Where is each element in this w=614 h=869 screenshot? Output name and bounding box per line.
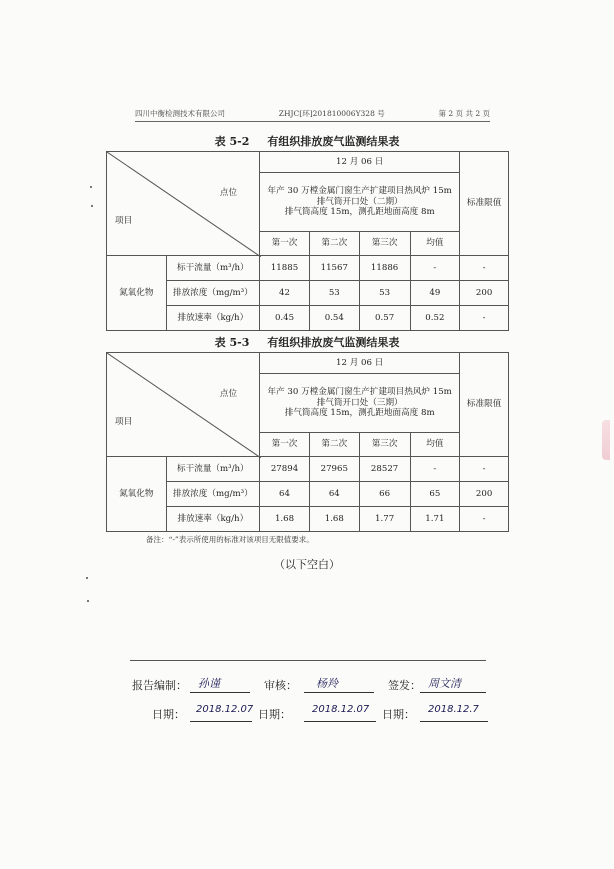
value-cell: 66 <box>359 482 410 507</box>
value-cell: 27894 <box>260 457 310 482</box>
stack-info: 排气筒高度 15m，测孔距地面高度 8m <box>284 207 435 218</box>
row-label: 标干流量（m³/h） <box>166 457 260 482</box>
review-date-underline <box>304 721 376 722</box>
table-number: 表 5-2 <box>214 135 250 148</box>
value-cell: 27965 <box>309 457 359 482</box>
run-header: 均值 <box>410 433 460 457</box>
report-number: ZHJC[环]201810006Y328 号 <box>278 109 385 118</box>
run-header: 第三次 <box>359 232 410 256</box>
review-underline <box>304 692 374 693</box>
value-cell: 11567 <box>309 256 359 281</box>
value-cell: 42 <box>260 281 310 306</box>
value-cell: 64 <box>309 482 359 507</box>
compile-signature: 孙谨 <box>198 677 220 690</box>
value-cell: - <box>460 457 509 482</box>
table-row <box>107 457 509 482</box>
run-header: 第二次 <box>309 232 359 256</box>
row-label: 排放速率（kg/h） <box>166 507 260 532</box>
pollutant-cell: 氮氧化物 <box>107 457 167 532</box>
compile-label: 报告编制： <box>132 679 187 692</box>
value-cell: 200 <box>460 482 509 507</box>
review-signature: 杨羚 <box>316 677 338 690</box>
location-text: 年产 30 万樘金属门窗生产扩建项目热风炉 15m 排气筒开口处（三期） <box>267 386 452 408</box>
company-name: 四川中衡检测技术有限公司 <box>135 109 225 118</box>
row-label: 排放速率（kg/h） <box>166 306 260 331</box>
table-row <box>107 256 509 281</box>
row-label: 排放浓度（mg/m³） <box>166 281 260 306</box>
point-label: 点位 <box>219 188 238 198</box>
standard-limit-header <box>460 353 509 457</box>
compile-date-underline <box>190 721 252 722</box>
date-cell: 12 月 06 日 <box>260 152 460 173</box>
issue-date-label: 日期： <box>382 708 415 721</box>
value-cell: 0.52 <box>410 306 460 331</box>
compile-date: 2018.12.07 <box>196 704 254 715</box>
run-header: 第三次 <box>359 433 410 457</box>
value-cell: 28527 <box>359 457 410 482</box>
table-row <box>107 306 509 331</box>
table-row <box>107 281 509 306</box>
row-label: 排放浓度（mg/m³） <box>166 482 260 507</box>
value-cell: 0.57 <box>359 306 410 331</box>
issue-signature: 周文清 <box>428 677 461 690</box>
run-header: 均值 <box>410 232 460 256</box>
value-cell: 53 <box>359 281 410 306</box>
compile-underline <box>190 692 250 693</box>
diagonal-header-cell <box>107 353 260 457</box>
location-cell <box>260 173 460 232</box>
value-cell: 65 <box>410 482 460 507</box>
location-cell <box>260 374 460 433</box>
scan-speck <box>87 600 89 602</box>
pollutant-cell: 氮氧化物 <box>107 256 167 331</box>
value-cell: 1.77 <box>359 507 410 532</box>
standard-limit-header <box>460 152 509 256</box>
run-header: 第一次 <box>260 433 310 457</box>
review-label: 审核： <box>264 679 297 692</box>
standard-limit-label: 标准限值 <box>466 198 502 209</box>
review-date-label: 日期： <box>258 708 291 721</box>
table-title: 有组织排放废气监测结果表 <box>267 135 400 148</box>
run-header: 第一次 <box>260 232 310 256</box>
value-cell: 1.68 <box>309 507 359 532</box>
run-header: 第二次 <box>309 433 359 457</box>
compile-date-label: 日期： <box>152 708 185 721</box>
value-cell: 0.45 <box>260 306 310 331</box>
table-title: 有组织排放废气监测结果表 <box>267 336 400 349</box>
value-cell: 11885 <box>260 256 310 281</box>
page-header <box>135 108 490 122</box>
item-label: 项目 <box>115 417 133 428</box>
value-cell: - <box>460 507 509 532</box>
stack-info: 排气筒高度 15m，测孔距地面高度 8m <box>284 408 435 419</box>
row-label: 标干流量（m³/h） <box>166 256 260 281</box>
value-cell: 200 <box>460 281 509 306</box>
point-label: 点位 <box>219 389 238 399</box>
scan-speck <box>90 186 92 188</box>
date-cell: 12 月 06 日 <box>260 353 460 374</box>
value-cell: - <box>410 256 460 281</box>
signature-divider <box>130 660 486 661</box>
issue-date-underline <box>420 721 488 722</box>
issue-label: 签发： <box>388 679 421 692</box>
value-cell: 11886 <box>359 256 410 281</box>
scan-speck <box>86 577 88 579</box>
value-cell: 53 <box>309 281 359 306</box>
blank-below-notice: （以下空白） <box>274 558 340 571</box>
value-cell: 49 <box>410 281 460 306</box>
value-cell: - <box>460 306 509 331</box>
issue-underline <box>420 692 486 693</box>
value-cell: 1.71 <box>410 507 460 532</box>
table-row <box>107 482 509 507</box>
location-text: 年产 30 万樘金属门窗生产扩建项目热风炉 15m 排气筒开口处（二期） <box>267 185 452 207</box>
table-caption <box>0 133 614 149</box>
value-cell: - <box>410 457 460 482</box>
standard-limit-label: 标准限值 <box>466 399 502 410</box>
table-number: 表 5-3 <box>214 336 250 349</box>
issue-date: 2018.12.7 <box>428 704 479 715</box>
seal-edge <box>602 420 610 460</box>
results-table <box>106 352 509 532</box>
diagonal-line <box>107 152 261 257</box>
item-label: 项目 <box>115 216 133 227</box>
review-date: 2018.12.07 <box>312 704 370 715</box>
value-cell: 0.54 <box>309 306 359 331</box>
value-cell: 1.68 <box>260 507 310 532</box>
diagonal-line <box>107 353 261 458</box>
table-row <box>107 507 509 532</box>
table-caption <box>0 334 614 350</box>
page-number: 第 2 页 共 2 页 <box>438 109 490 118</box>
table-note: 备注：“-”表示所使用的标准对该项目无限值要求。 <box>146 535 314 544</box>
value-cell: - <box>460 256 509 281</box>
value-cell: 64 <box>260 482 310 507</box>
scan-speck <box>91 205 93 207</box>
results-table <box>106 151 509 331</box>
diagonal-header-cell <box>107 152 260 256</box>
